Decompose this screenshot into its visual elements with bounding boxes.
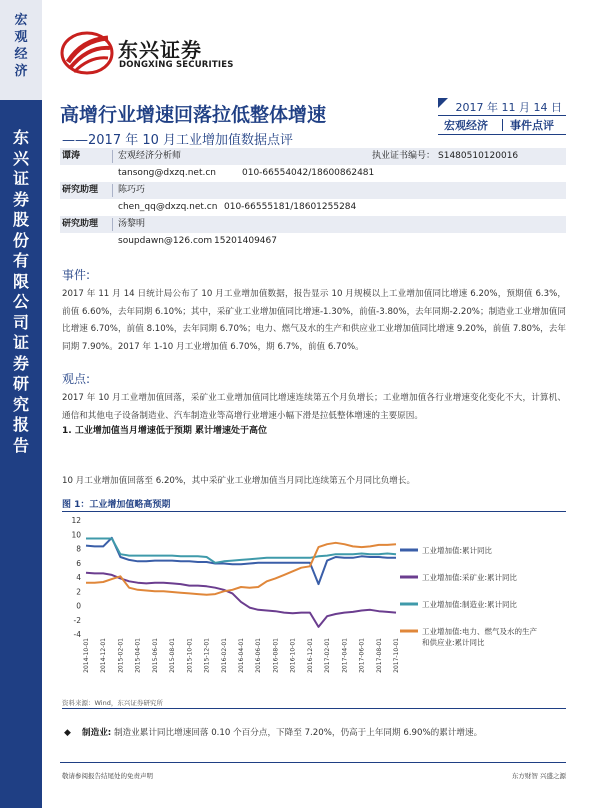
bullet-label: 制造业:: [82, 728, 112, 738]
sidebar-company-panel: [0, 100, 42, 808]
x-tick-label: 2015-06-01: [151, 638, 159, 673]
y-tick-label: 4: [76, 573, 81, 582]
x-tick-label: 2015-04-01: [134, 638, 142, 673]
y-tick-label: 0: [76, 601, 81, 611]
figure-source: 资料来源：Wind，东兴证券研究所: [62, 699, 163, 707]
x-tick-label: 2017-10-01: [393, 638, 400, 673]
x-tick-label: 2017-06-01: [358, 638, 366, 673]
analyst-role: 研究助理: [62, 219, 99, 229]
x-tick-label: 2016-08-01: [272, 638, 280, 673]
event-text: 2017 年 11 月 14 日统计局公布了 10 月工业增加值数据，报告显示 10 月规模以上工业增加值同比增速 6.20%，预期值 6.3%，前值 6.60%，去年同期 6.10%；其中，采矿业工业增加值同比增速-1.30%，前值-3.80%，去年同期-2.20%；制造业工业增加值同比增速 6.70%，前值 8.10%，去年同期 6.70%；电力、燃气及水的生产和供应业工业增加值同比增速 9.20%，前值 7.80%，去年同期 7.90%。2017 年 1-10 月工业增加值 6.70%，期 6.7%，前值 6.70%。: [62, 289, 566, 352]
y-tick-label: -2: [73, 615, 81, 625]
row-divider: [112, 150, 113, 163]
analyst-name: 陈巧巧: [118, 185, 146, 195]
x-tick-label: 2014-10-01: [83, 638, 90, 673]
cert-label: 执业证书编号：: [372, 151, 436, 161]
logo-cn: 东兴证券: [118, 38, 202, 62]
series-line: [86, 543, 396, 595]
view-text: 2017 年 10 月工业增加值回落，采矿业工业增加值同比增速连续第五个月负增长；工业增加值各行业增速变化变化不大，计算机、通信和其他电子设备制造业、汽车制造业等高增行业增速小幅下滑是拉低整体增速的主要原因。: [62, 393, 566, 421]
analyst-row: [60, 216, 566, 233]
report-date: 2017 年 11 月 14 日: [455, 101, 562, 114]
y-tick-label: -4: [73, 630, 81, 639]
footer-divider: [60, 762, 566, 763]
x-tick-label: 2015-10-01: [186, 638, 194, 673]
bullet-text: 制造业累计同比增速回落 0.10 个百分点，下降至 7.20%，仍高于上年同期 6.90%的累计增速。: [113, 728, 483, 738]
tags-divider: [438, 134, 566, 135]
point-heading: 1. 工业增加值当月增速低于预期 累计增速处于高位: [62, 426, 267, 436]
analyst-phone: 010-66554042/18600862481: [242, 168, 375, 178]
industrial-growth-chart: [62, 514, 566, 694]
analyst-name: 谭涛: [62, 151, 81, 161]
analyst-row: [60, 148, 566, 165]
logo-en: DONGXING SECURITIES: [119, 60, 234, 70]
triangle-marker-icon: [438, 98, 448, 108]
source-divider: [62, 708, 566, 709]
series-line: [86, 573, 396, 627]
analyst-email[interactable]: soupdawn@126.com: [118, 236, 213, 246]
point-text: 10 月工业增加值回落至 6.20%，其中采矿业工业增加值当月同比连续第五个月同比负增长。: [62, 476, 416, 486]
x-tick-label: 2015-12-01: [203, 638, 211, 673]
analyst-name: 汤黎明: [118, 219, 146, 229]
legend-label: 工业增加值:采矿业:累计同比: [422, 573, 518, 582]
view-heading: 观点:: [62, 372, 91, 386]
x-tick-label: 2016-04-01: [238, 638, 245, 673]
report-title: 高增行业增速回落拉低整体增速: [60, 104, 327, 126]
x-tick-label: 2014-12-01: [100, 638, 108, 673]
legend-label: 和供应业:累计同比: [422, 638, 485, 647]
analyst-row: [60, 182, 566, 199]
x-tick-label: 2016-06-01: [255, 638, 263, 673]
tag-divider: [502, 119, 503, 131]
figure-title: 图 1：工业增加值略高预期: [62, 500, 171, 510]
x-tick-label: 2016-02-01: [220, 638, 228, 673]
x-tick-label: 2016-12-01: [306, 638, 314, 673]
sidebar-category-panel: [0, 0, 42, 100]
x-tick-label: 2015-02-01: [117, 638, 125, 673]
tag-type: 事件点评: [510, 119, 554, 132]
sidebar-company: 东兴证券股份有限公司证券研究报告: [12, 128, 29, 455]
row-divider: [112, 218, 113, 231]
y-tick-label: 2: [76, 587, 81, 597]
event-heading: 事件:: [62, 268, 91, 282]
sidebar-category: 宏观经济: [14, 13, 28, 79]
legend-label: 工业增加值:制造业:累计同比: [422, 600, 518, 609]
report-tags: [438, 117, 566, 133]
analyst-phone: 15201409467: [214, 236, 277, 246]
x-tick-label: 2016-10-01: [289, 638, 297, 673]
footer-disclaimer: 敬请参阅报告结尾处的免责声明: [62, 772, 153, 780]
x-tick-label: 2017-08-01: [375, 638, 383, 673]
legend-label: 工业增加值:电力、燃气及水的生产: [422, 627, 538, 636]
x-tick-label: 2017-02-01: [324, 638, 332, 673]
date-box: [438, 98, 566, 116]
y-tick-label: 8: [76, 544, 81, 554]
analyst-row: [60, 233, 566, 250]
legend-label: 工业增加值:累计同比: [422, 546, 493, 555]
row-divider: [112, 184, 113, 197]
tag-category: 宏观经济: [444, 119, 488, 132]
y-tick-label: 12: [71, 516, 81, 525]
analyst-role: 研究助理: [62, 185, 99, 195]
y-tick-label: 10: [71, 530, 81, 540]
analyst-email[interactable]: chen_qq@dxzq.net.cn: [118, 202, 218, 212]
analyst-title: 宏观经济分析师: [118, 151, 182, 161]
logo-swirl-icon: [60, 30, 114, 76]
report-subtitle: ——2017 年 10 月工业增加值数据点评: [62, 133, 294, 148]
analyst-email[interactable]: tansong@dxzq.net.cn: [118, 168, 216, 178]
x-tick-label: 2015-08-01: [169, 638, 177, 673]
bullet-icon: ◆: [64, 728, 71, 738]
x-tick-label: 2017-04-01: [341, 638, 349, 673]
analyst-phone: 010-66555181/18601255284: [224, 202, 357, 212]
figure-divider: [62, 511, 566, 512]
y-tick-label: 6: [76, 558, 81, 568]
analyst-row: [60, 165, 566, 182]
cert-number: S1480510120016: [438, 151, 519, 161]
series-line: [86, 539, 396, 563]
footer-slogan: 东方财智 兴盛之源: [511, 772, 566, 780]
bullet-item: [82, 726, 482, 738]
analyst-row: [60, 199, 566, 216]
